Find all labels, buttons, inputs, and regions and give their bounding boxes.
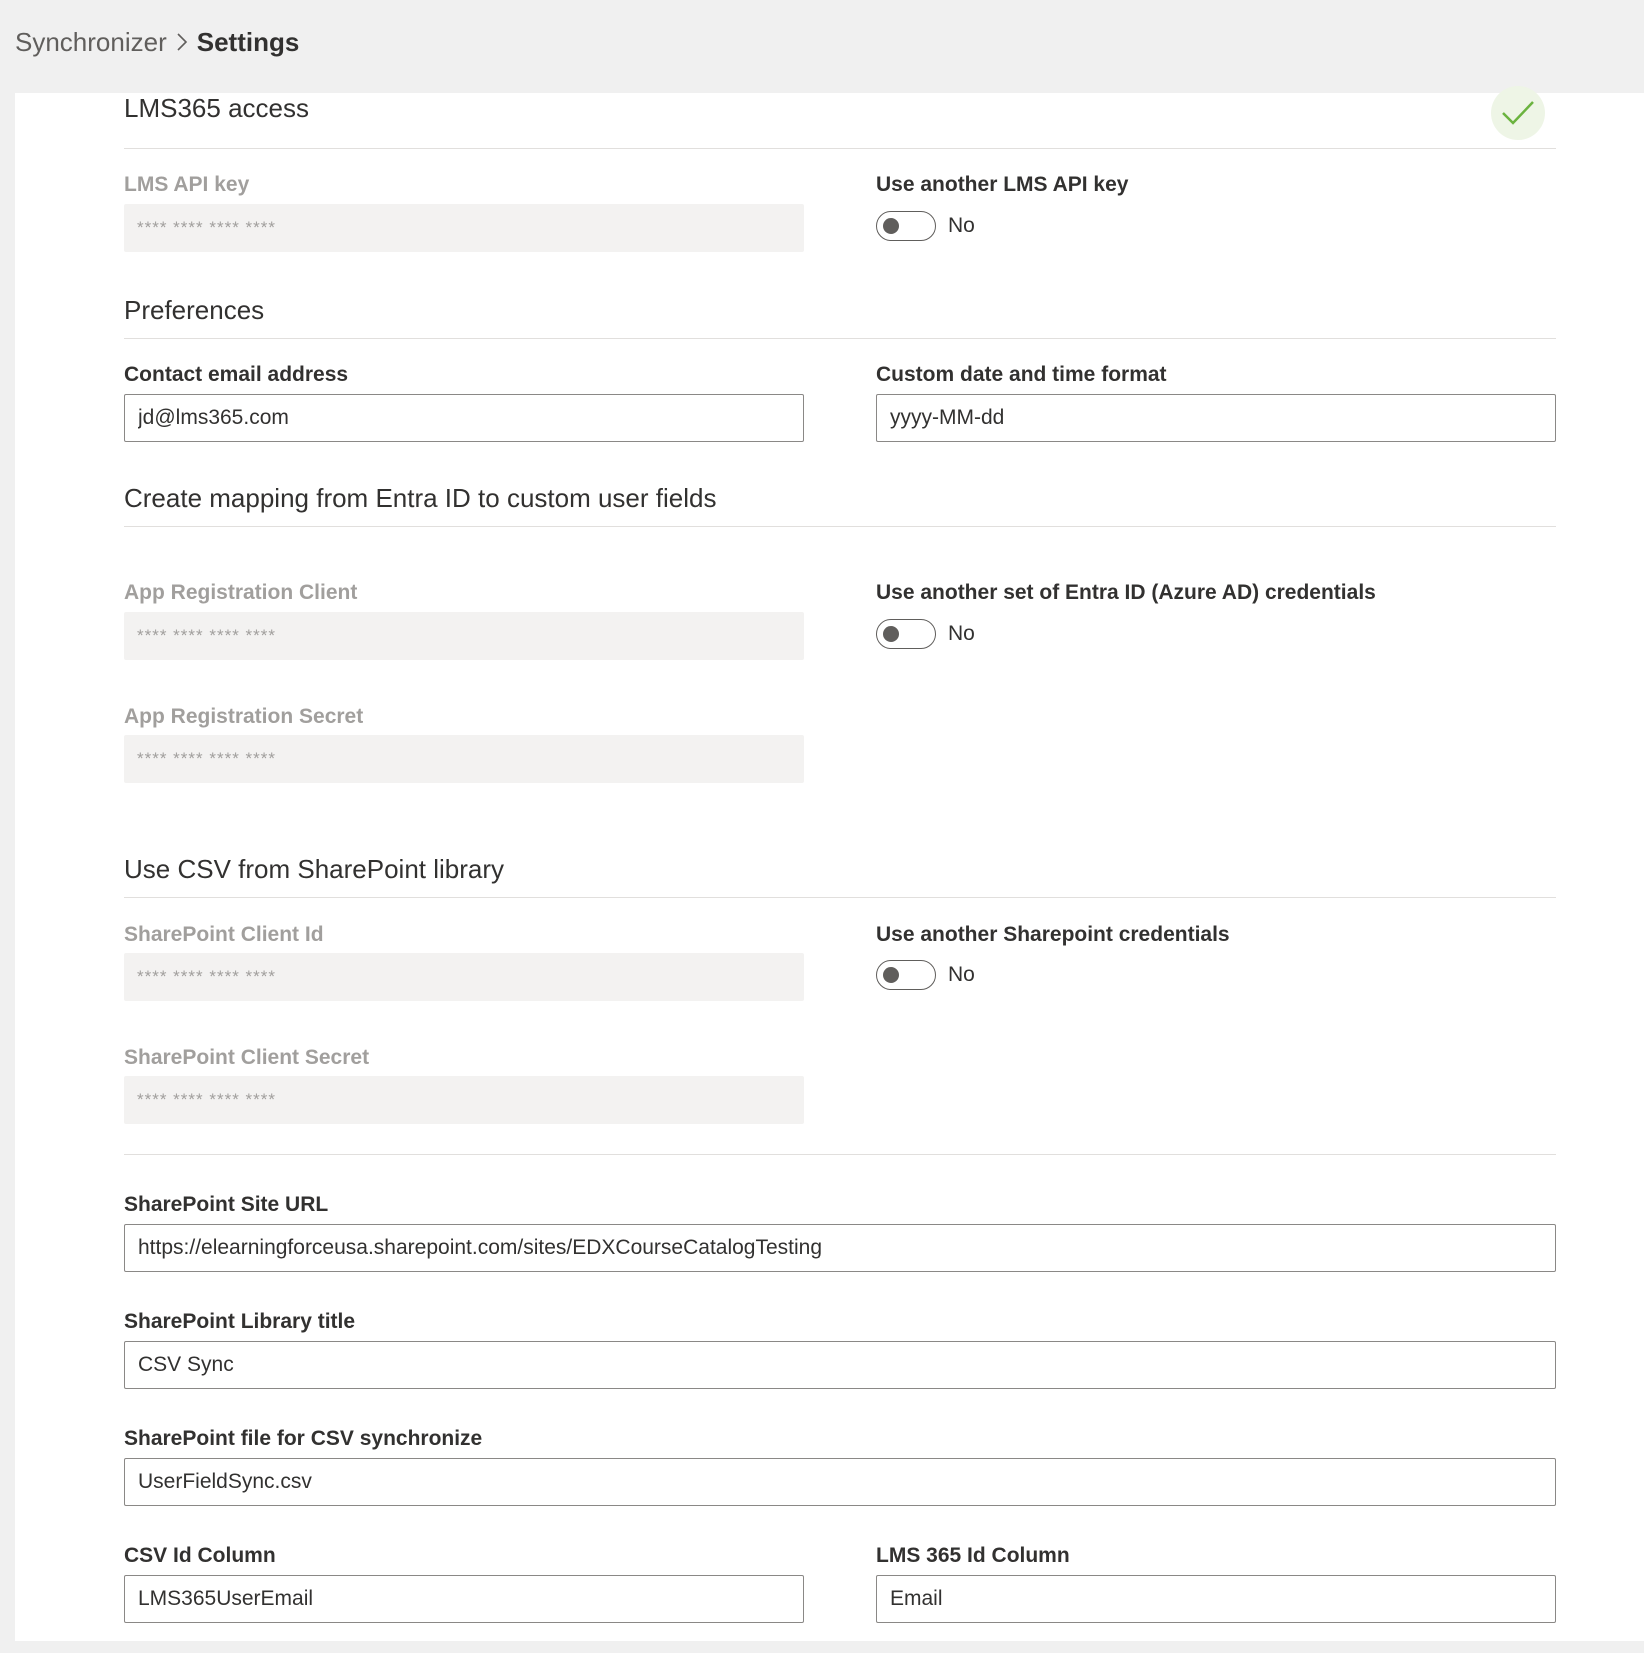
lms365-id-column-input[interactable] xyxy=(890,1587,1555,1611)
app-registration-secret-label: App Registration Secret xyxy=(124,705,364,728)
use-another-lms-key-toggle[interactable] xyxy=(876,211,936,241)
app-registration-client-label: App Registration Client xyxy=(124,581,358,604)
lms-api-key-value: **** **** **** **** xyxy=(137,218,277,237)
app-registration-client-value: **** **** **** **** xyxy=(137,626,277,645)
use-another-entra-toggle[interactable] xyxy=(876,619,936,649)
toggle-knob xyxy=(883,218,899,234)
sharepoint-client-id-field[interactable] xyxy=(124,953,804,1001)
csv-id-column-label: CSV Id Column xyxy=(124,1544,276,1567)
app-registration-secret-field[interactable] xyxy=(124,735,804,783)
use-another-entra-toggle-group xyxy=(876,619,975,649)
sharepoint-client-id-value: **** **** **** **** xyxy=(137,967,277,986)
contact-email-input[interactable] xyxy=(138,406,803,430)
lms-api-key-field[interactable] xyxy=(124,204,804,252)
app-registration-client-field[interactable] xyxy=(124,612,804,660)
panel-bottom-strip xyxy=(0,1641,1644,1653)
sharepoint-client-secret-field[interactable] xyxy=(124,1076,804,1124)
contact-email-label: Contact email address xyxy=(124,363,349,386)
use-another-lms-key-toggle-group xyxy=(876,211,975,241)
sharepoint-client-secret-label: SharePoint Client Secret xyxy=(124,1046,370,1069)
contact-email-field[interactable] xyxy=(124,394,804,442)
divider-lms-access xyxy=(124,148,1556,149)
date-format-field[interactable] xyxy=(876,394,1556,442)
sharepoint-library-title-field[interactable] xyxy=(124,1341,1556,1389)
sharepoint-library-title-input[interactable] xyxy=(138,1353,1555,1377)
chevron-right-icon xyxy=(167,32,197,52)
lms-api-key-label: LMS API key xyxy=(124,173,250,196)
use-another-entra-label: Use another set of Entra ID (Azure AD) credentials xyxy=(876,581,1376,604)
breadcrumb-root[interactable]: Synchronizer xyxy=(15,26,167,57)
sharepoint-site-url-input[interactable] xyxy=(138,1236,1555,1260)
sharepoint-library-title-label: SharePoint Library title xyxy=(124,1310,356,1333)
app-registration-secret-value: **** **** **** **** xyxy=(137,749,277,768)
csv-id-column-input[interactable] xyxy=(138,1587,803,1611)
divider-sharepoint xyxy=(124,897,1556,898)
section-title-entra-mapping: Create mapping from Entra ID to custom user fields xyxy=(124,483,717,513)
section-title-preferences: Preferences xyxy=(124,295,265,325)
use-another-sharepoint-toggle-group xyxy=(876,960,975,990)
top-bar xyxy=(0,0,1644,93)
date-format-input[interactable] xyxy=(890,406,1555,430)
use-another-sharepoint-toggle[interactable] xyxy=(876,960,936,990)
sharepoint-site-url-field[interactable] xyxy=(124,1224,1556,1272)
breadcrumb-current: Settings xyxy=(196,26,300,57)
use-another-entra-state: No xyxy=(948,622,975,645)
sharepoint-site-url-label: SharePoint Site URL xyxy=(124,1193,329,1216)
date-format-label: Custom date and time format xyxy=(876,363,1167,386)
sharepoint-file-input[interactable] xyxy=(138,1470,1555,1494)
csv-id-column-field[interactable] xyxy=(124,1575,804,1623)
divider-sharepoint-site xyxy=(124,1154,1556,1155)
toggle-knob xyxy=(883,967,899,983)
breadcrumb xyxy=(15,26,299,58)
sharepoint-client-id-label: SharePoint Client Id xyxy=(124,923,324,946)
use-another-sharepoint-label: Use another Sharepoint credentials xyxy=(876,923,1230,946)
sharepoint-client-secret-value: **** **** **** **** xyxy=(137,1090,277,1109)
sharepoint-file-label: SharePoint file for CSV synchronize xyxy=(124,1427,483,1450)
lms365-id-column-field[interactable] xyxy=(876,1575,1556,1623)
divider-preferences xyxy=(124,338,1556,339)
use-another-lms-key-state: No xyxy=(948,214,975,237)
section-title-sharepoint: Use CSV from SharePoint library xyxy=(124,854,505,884)
lms365-id-column-label: LMS 365 Id Column xyxy=(876,1544,1070,1567)
toggle-knob xyxy=(883,626,899,642)
use-another-sharepoint-state: No xyxy=(948,963,975,986)
section-title-lms-access: LMS365 access xyxy=(124,93,309,123)
sharepoint-file-field[interactable] xyxy=(124,1458,1556,1506)
use-another-lms-key-label: Use another LMS API key xyxy=(876,173,1129,196)
divider-entra-mapping xyxy=(124,526,1556,527)
checkmark-icon xyxy=(1491,86,1545,140)
